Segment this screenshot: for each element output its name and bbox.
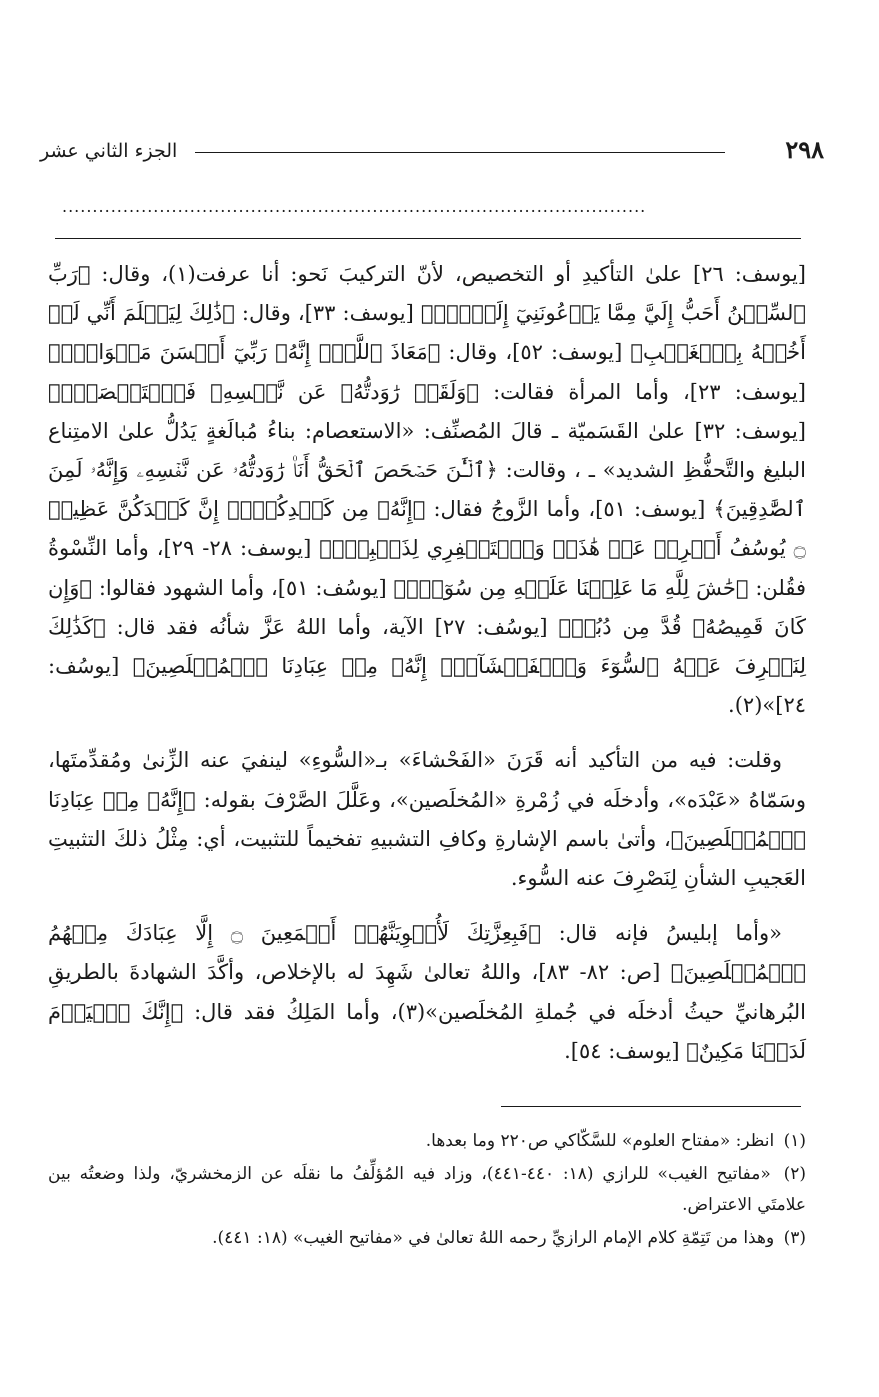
footnote-text: انظر: «مفتاح العلوم» للسَّكّاكي ص٢٢٠ وما بعدها. [425,1131,775,1151]
dotted-separator: ................................................................................................ [62,197,647,216]
header-rule [195,152,725,153]
top-text-rule [55,238,801,239]
footnote-number: (٢) [783,1164,807,1184]
footnotes [48,1126,806,1256]
main-text [48,255,806,1087]
paragraph-1: [يوسف: ٢٦] علىٰ التأكيدِ أو التخصيص، لأنّ التركيبَ نَحو: أنا عرفت(١)، وقال: ﴿رَبِّ ٱلسِّجۡنُ أَحَبُّ إِلَيَّ مِمَّا يَدۡعُونَنِيٓ إِلَيۡهِۖ﴾ [يوسف: ٣٣]، وقال: ﴿ذَٰلِكَ لِيَعۡلَمَ أَنِّي لَمۡ أَخُنۡهُ بِٱلۡغَيۡبِ﴾ [يوسف: ٥٢]، وقال: ﴿مَعَاذَ ٱللَّهِۖ إِنَّهُۥ رَبِّيٓ أَحۡسَنَ مَثۡوَايَۖ﴾ [يوسف: ٢٣]، وأما المرأة فقالت: ﴿وَلَقَدۡ رَٰوَدتُّهُۥ عَن نَّفۡسِهِۦ فَٱسۡتَعۡصَمَۖ﴾ [يوسف: ٣٢] علىٰ القَسَميّة ـ قالَ المُصنِّف: «الاستعصام: بناءُ مُبالَغةٍ يَدُلُّ علىٰ الامتِناع البليغ والتَّحفُّظِ الشديد» ـ ، وقالت: ﴿ٱلۡـَٰٔنَ حَصۡحَصَ ٱلۡحَقُّ أَنَا۠ رَٰوَدتُّهُۥ عَن نَّفۡسِهِۦ وَإِنَّهُۥ لَمِنَ ٱلصَّٰدِقِينَ﴾ [يوسف: ٥١]، وأما الزَّوجُ فقال: ﴿إِنَّهُۥ مِن كَيۡدِكُنَّۖ إِنَّ كَيۡدَكُنَّ عَظِيمٞ ۝ يُوسُفُ أَعۡرِضۡ عَنۡ هَٰذَاۚ وَٱسۡتَغۡفِرِي لِذَنۢبِكِۖ﴾ [يوسف: ٢٨- ٢٩]، وأما النِّسْوةُ فقُلن: ﴿حَٰشَ لِلَّهِ مَا عَلِمۡنَا عَلَيۡهِ مِن سُوٓءٖۚ﴾ [يوسُف: ٥١]، وأما الشهود فقالوا: ﴿وَإِن كَانَ قَمِيصُهُۥ قُدَّ مِن دُبُرٖ﴾ [يوسُف: ٢٧] الآية، وأما اللهُ عَزَّ شأنُه فقد قال: ﴿كَذَٰلِكَ لِنَصۡرِفَ عَنۡهُ ٱلسُّوٓءَ وَٱلۡفَحۡشَآءَۚ إِنَّهُۥ مِنۡ عِبَادِنَا ٱلۡمُخۡلَصِينَ﴾ [يوسُف: ٢٤]»(٢). [48,262,807,718]
page-number: ٢٩٨ [785,135,824,164]
footnote-rule [501,1106,801,1107]
footnote-2 [48,1159,806,1221]
paragraph-3: «وأما إبليسُ فإنه قال: ﴿فَبِعِزَّتِكَ لَأُغۡوِيَنَّهُمۡ أَجۡمَعِينَ ۝ إِلَّا عِبَادَكَ مِنۡهُمُ ٱلۡمُخۡلَصِينَ﴾ [ص: ٨٢- ٨٣]، واللهُ تعالىٰ شَهِدَ له بالإخلاص، وأكَّدَ الشهادةَ بالطريقِ البُرهانيِّ حيثُ أدخلَه في جُملةِ المُخلَصين»(٣)، وأما المَلِكُ فقد قال: ﴿إِنَّكَ ٱلۡيَوۡمَ لَدَيۡنَا مَكِينٌ﴾ [يوسف: ٥٤]. [48,921,807,1063]
footnote-text: وهذا من تَتِمّةِ كلام الإمام الرازيِّ رحمه اللهُ تعالىٰ في «مفاتيح الغيب» (١٨: ٤٤١). [212,1228,775,1248]
footnote-number: (١) [783,1131,806,1151]
footnote-1 [48,1126,806,1157]
paragraph-2: وقلت: فيه من التأكيد أنه قَرَنَ «الفَحْشاءَ» بـ«السُّوءِ» لينفيَ عنه الزِّنىٰ ومُقدِّمتَها، وسَمّاهُ «عَبْدَه»، وأدخلَه في زُمْرةِ «المُخلَصين»، وعَلَّلَ الصَّرْفَ بقوله: ﴿إِنَّهُۥ مِنۡ عِبَادِنَا ٱلۡمُخۡلَصِينَ﴾، وأتىٰ باسم الإشارةِ وكافِ التشبيهِ تفخيماً للتثبيت، أي: مِثْلُ ذلكَ التثبيتِ العَجيبِ الشأنِ لِنَصْرِفَ عنه السُّوء. [48,748,806,891]
footnote-number: (٣) [783,1228,806,1248]
footnote-text: «مفاتيح الغيب» للرازي (١٨: ٤٤٠-٤٤١)، وزاد فيه المُؤلِّفُ ما نقلَه عن الزمخشريّ، ولذا وضعتُه بين علامتَي الاعتراض. [48,1164,806,1215]
running-head: الجزء الثاني عشر [40,140,178,162]
footnote-3 [48,1223,806,1254]
